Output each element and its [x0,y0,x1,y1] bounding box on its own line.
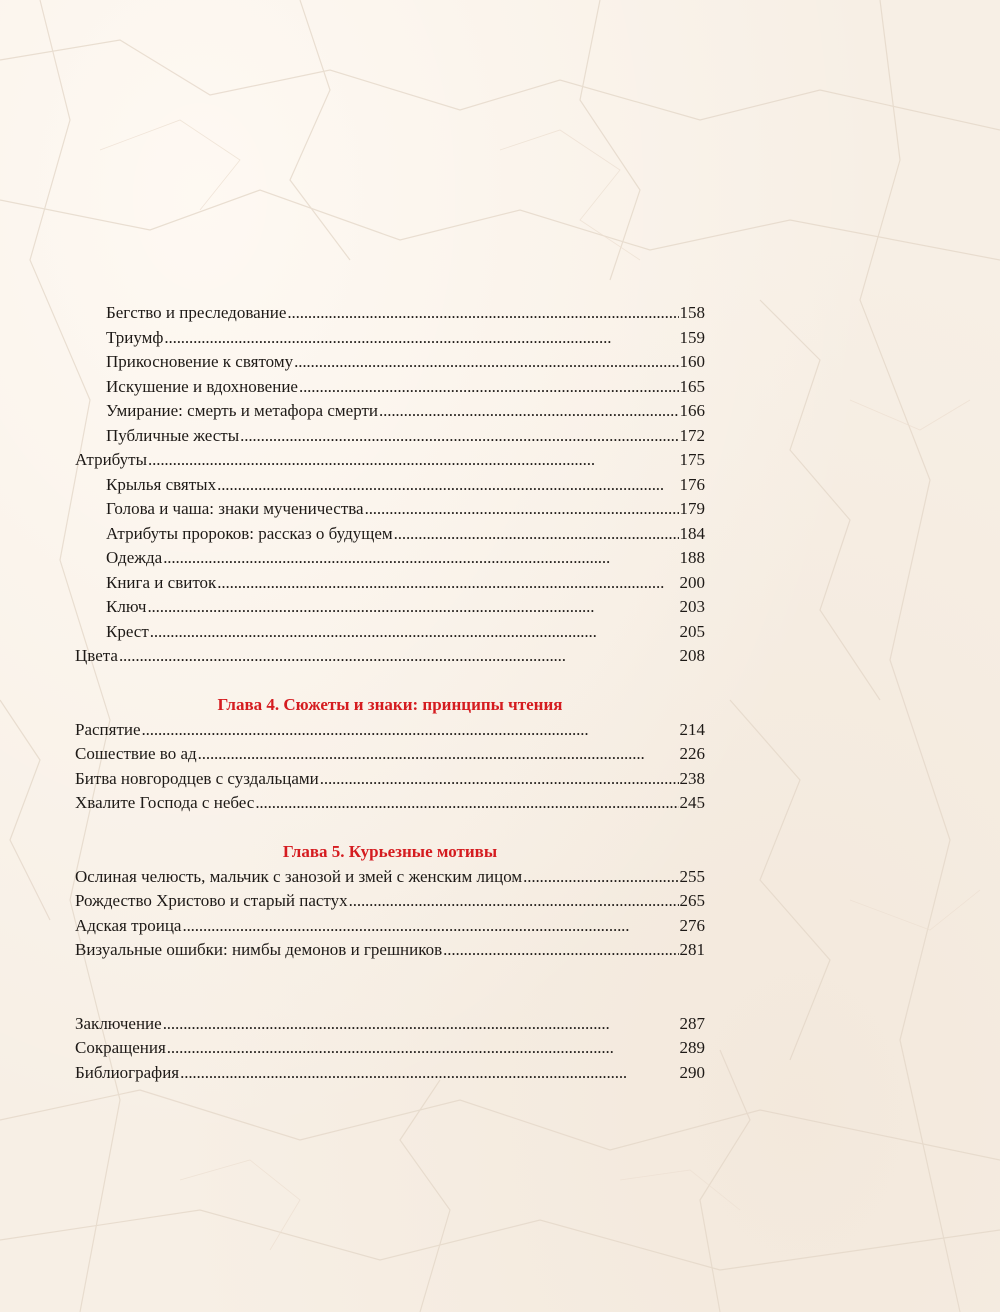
toc-entry-title: Бегство и преследование [106,303,287,322]
dot-leader [294,350,678,375]
toc-entry[interactable] [75,497,705,522]
toc-entry[interactable] [75,914,705,939]
toc-entry[interactable] [75,889,705,914]
toc-entry-title: Ключ [106,597,147,616]
toc-entry[interactable] [75,546,705,571]
dot-leader [320,767,679,792]
toc-entry-page: 188 [679,548,705,567]
toc-entry-page: 245 [679,793,705,812]
toc-entry[interactable] [75,301,705,326]
toc-entry-page: 208 [679,646,705,665]
toc-entry-title: Крылья святых [106,474,217,494]
dot-leader [150,620,679,645]
toc-entry[interactable] [75,791,705,816]
toc-entry-title: Адская троица [75,915,182,935]
toc-entry[interactable] [75,1061,705,1086]
spacer [75,669,705,694]
toc-entry-page: 166 [679,401,705,420]
toc-entry-page: 289 [679,1038,705,1057]
toc-entry-page: 184 [679,523,705,543]
toc-entry-title: Публичные жесты [106,425,240,445]
toc-entry[interactable] [75,473,705,498]
toc-entry-page: 281 [679,940,705,959]
dot-leader [394,522,679,547]
toc-entry[interactable] [75,448,705,473]
dot-leader [142,718,679,743]
toc-entry[interactable] [75,742,705,767]
toc-entry-page: 203 [679,597,705,616]
toc-entry[interactable] [75,399,705,424]
toc-entry-page: 165 [679,376,705,396]
toc-entry[interactable] [75,865,705,890]
toc-entry-page: 176 [679,474,705,494]
toc-entry-page: 290 [679,1062,705,1082]
toc-entry[interactable] [75,424,705,449]
toc-entry[interactable] [75,571,705,596]
dot-leader [365,497,679,522]
dot-leader [240,424,678,449]
toc-entry-page: 238 [679,768,705,788]
dot-leader [217,473,678,498]
toc-entry-title: Битва новгородцев с суздальцами [75,768,319,788]
dot-leader [349,889,679,914]
dot-leader [147,595,678,620]
dot-leader [287,301,678,326]
toc-entry-title: Хвалите Господа с небес [75,793,255,812]
toc-entry-title: Искушение и вдохновение [106,376,298,396]
toc-entry[interactable] [75,644,705,669]
toc-entry-page: 160 [679,352,705,371]
toc-entry-title: Атрибуты [75,450,148,469]
toc-entry-title: Умирание: смерть и метафора смерти [106,401,379,420]
chapter-4-heading[interactable]: Глава 4. Сюжеты и знаки: принципы чтения [217,695,563,714]
dot-leader [299,375,679,400]
toc-entry-title: Распятие [75,719,141,739]
toc-entry-title: Крест [106,621,149,641]
spacer [75,816,705,841]
toc-entry-page: 205 [679,621,705,641]
toc-entry[interactable] [75,375,705,400]
toc-entry-title: Визуальные ошибки: нимбы демонов и грешников [75,940,443,959]
toc-entry-page: 172 [679,425,705,445]
dot-leader [148,448,678,473]
spacer [75,987,705,1012]
dot-leader [379,399,678,424]
dot-leader [180,1061,678,1086]
dot-leader [523,865,678,890]
spacer [75,963,705,988]
dot-leader [443,938,678,963]
toc-entry-title: Ослиная челюсть, мальчик с занозой и змей с женским лицом [75,866,523,886]
toc-entry-title: Цвета [75,646,118,665]
dot-leader [119,644,679,669]
toc-entry[interactable] [75,718,705,743]
toc-entry-page: 287 [679,1013,705,1033]
toc-entry[interactable] [75,595,705,620]
toc-entry-page: 276 [679,915,705,935]
toc-entry-page: 158 [679,303,705,322]
dot-leader [217,571,678,596]
toc-entry[interactable] [75,767,705,792]
toc-entry[interactable] [75,1012,705,1037]
toc-entry-title: Заключение [75,1013,162,1033]
toc-entry[interactable] [75,350,705,375]
dot-leader [164,326,678,351]
toc-entry-page: 226 [679,744,705,763]
toc-entry-page: 265 [679,891,705,910]
toc-entry-title: Сокращения [75,1038,166,1057]
toc-entry-page: 255 [679,866,705,886]
toc-entry-title: Книга и свиток [106,572,217,592]
toc-entry[interactable] [75,326,705,351]
toc-entry-page: 214 [679,719,705,739]
dot-leader [198,742,679,767]
toc-entry-title: Триумф [106,327,164,347]
toc-entry-page: 200 [679,572,705,592]
dot-leader [182,914,678,939]
toc-entry[interactable] [75,522,705,547]
toc-entry-page: 179 [679,499,705,518]
dot-leader [255,791,678,816]
toc-entry-title: Одежда [106,548,163,567]
toc-entry-title: Голова и чаша: знаки мученичества [106,499,364,518]
toc-entry[interactable] [75,1036,705,1061]
toc-entry-title: Атрибуты пророков: рассказ о будущем [106,523,393,543]
dot-leader [167,1036,679,1061]
toc-entry-title: Библиография [75,1062,180,1082]
table-of-contents [75,301,705,1085]
dot-leader [163,546,678,571]
toc-entry[interactable] [75,620,705,645]
toc-entry-title: Прикосновение к святому [106,352,294,371]
toc-entry-page: 159 [679,327,705,347]
toc-entry-page: 175 [679,450,705,469]
toc-entry[interactable] [75,938,705,963]
toc-entry-title: Рождество Христово и старый пастух [75,891,348,910]
chapter-5-heading[interactable]: Глава 5. Курьезные мотивы [282,842,498,861]
toc-entry-title: Сошествие во ад [75,744,197,763]
dot-leader [163,1012,679,1037]
